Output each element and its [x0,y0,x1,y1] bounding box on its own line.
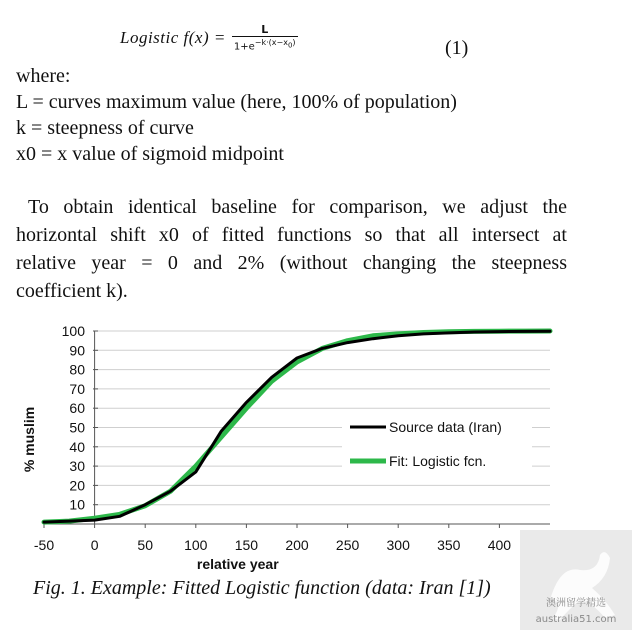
x-axis-label: relative year [196,556,279,572]
y-tick-label: 50 [69,419,85,436]
x-tick-label: 200 [285,537,309,553]
x-tick-label: 400 [487,537,512,553]
y-tick-label: 10 [69,496,85,513]
formula-fraction [232,23,298,52]
formula-exponent: −k·(x−x0) [254,38,296,50]
legend-entry: Source data (Iran) [389,419,502,435]
paragraph-line: relative year = 0 and 2% (without changing the steepness [16,252,567,274]
x-tick-label: 50 [137,537,153,553]
y-tick-label: 40 [69,438,85,455]
x-tick-label: 300 [386,537,410,553]
x-tick-label: 350 [437,537,461,553]
paragraph-line: horizontal shift x0 of fitted functions so that all intersect at [16,224,567,246]
definition-item: L = curves maximum value (here, 100% of population) [16,91,457,113]
definition-item: x0 = x value of sigmoid midpoint [16,143,284,165]
logistic-formula [120,16,298,60]
x-tick-label: 100 [184,537,208,553]
x-tick-label: -50 [33,537,55,553]
formula-denominator: $1+e^{-k\cdot(x-x_0)}$ [233,38,296,53]
paragraph-line: coefficient k). [16,280,128,302]
definitions-heading: where: [16,65,71,87]
y-tick-label: 20 [69,477,85,494]
formula-numerator: L [261,23,269,37]
y-tick-label: 70 [69,380,85,397]
definitions [16,63,457,167]
paragraph-line: To obtain identical baseline for comparison, we adjust the [28,196,567,218]
formula-name: Logistic f(x) = [120,28,226,47]
x-tick-label: 0 [90,537,99,553]
x-tick-label: 250 [335,537,360,553]
watermark-logo [520,530,632,630]
y-tick-label: 90 [69,342,85,359]
y-axis-label: % muslim [21,406,37,473]
svg-text:australia51.com: australia51.com [535,614,617,625]
y-tick-label: 30 [69,458,85,475]
y-tick-label: 80 [69,361,85,378]
svg-text:澳洲留学精选: 澳洲留学精选 [546,598,606,609]
equation-number: (1) [445,37,469,59]
legend-entry: Fit: Logistic fcn. [389,453,487,469]
figure-caption: Fig. 1. Example: Fitted Logistic function (data: Iran [1]) [33,577,491,599]
x-tick-label: 150 [234,537,259,553]
definition-item: k = steepness of curve [16,117,194,139]
y-tick-label: 60 [69,400,85,417]
y-tick-label: 100 [61,323,85,339]
body-paragraph [16,193,567,305]
